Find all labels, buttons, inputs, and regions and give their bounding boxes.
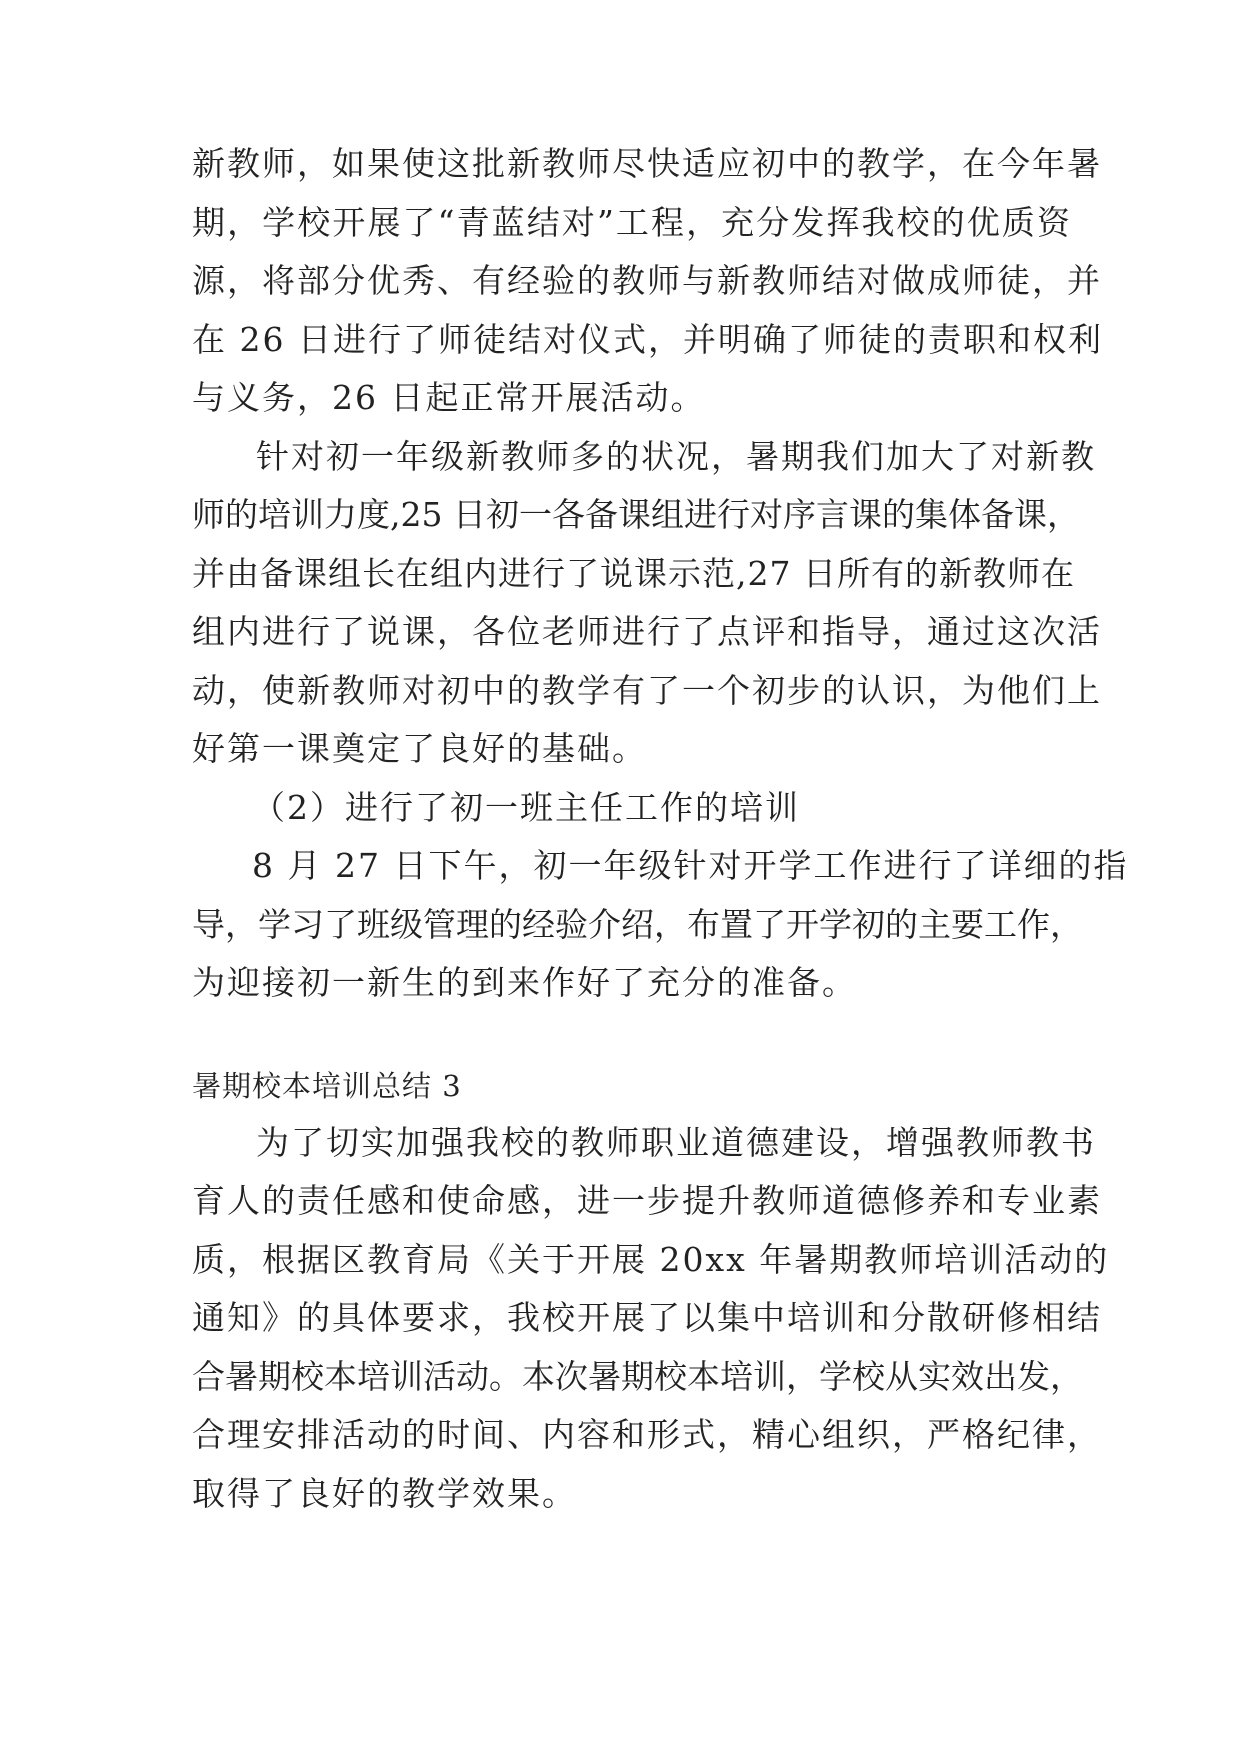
paragraph-line: 取得了良好的教学效果。 bbox=[192, 1474, 577, 1513]
paragraph-line: 好第一课奠定了良好的基础。 bbox=[192, 729, 647, 768]
paragraph-line: 合理安排活动的时间、内容和形式，精心组织，严格纪律， bbox=[192, 1415, 1102, 1454]
paragraph-line: 8 月 27 日下午，初一年级针对开学工作进行了详细的指 bbox=[252, 846, 1129, 885]
paragraph-line: 并由备课组长在组内进行了说课示范,27 日所有的新教师在 bbox=[192, 554, 1075, 593]
paragraph-line: 在 26 日进行了师徒结对仪式，并明确了师徒的责职和权利 bbox=[192, 320, 1103, 359]
paragraph-line: 师的培训力度,25 日初一各备课组进行对序言课的集体备课， bbox=[192, 495, 1080, 534]
paragraph-line: 针对初一年级新教师多的状况，暑期我们加大了对新教 bbox=[256, 437, 1096, 476]
paragraph-line: 质，根据区教育局《关于开展 20xx 年暑期教师培训活动的 bbox=[192, 1240, 1110, 1279]
paragraph-line: 为了切实加强我校的教师职业道德建设，增强教师教书 bbox=[256, 1123, 1096, 1162]
paragraph-line: 育人的责任感和使命感，进一步提升教师道德修养和专业素 bbox=[192, 1181, 1102, 1220]
paragraph-line: 源，将部分优秀、有经验的教师与新教师结对做成师徒，并 bbox=[192, 261, 1102, 300]
paragraph-line: 合暑期校本培训活动。本次暑期校本培训，学校从实效出发， bbox=[192, 1357, 1083, 1396]
section-heading: 暑期校本培训总结 3 bbox=[192, 1069, 462, 1103]
paragraph-line: 新教师，如果使这批新教师尽快适应初中的教学，在今年暑 bbox=[192, 144, 1102, 183]
section-subheading: （2）进行了初一班主任工作的培训 bbox=[252, 788, 800, 827]
paragraph-line: 动，使新教师对初中的教学有了一个初步的认识，为他们上 bbox=[192, 671, 1102, 710]
paragraph-line: 与义务，26 日起正常开展活动。 bbox=[192, 378, 706, 417]
paragraph-line: 通知》的具体要求，我校开展了以集中培训和分散研修相结 bbox=[192, 1298, 1102, 1337]
paragraph-line: 期，学校开展了“青蓝结对”工程，充分发挥我校的优质资 bbox=[192, 203, 1072, 242]
paragraph-line: 组内进行了说课，各位老师进行了点评和指导，通过这次活 bbox=[192, 612, 1102, 651]
paragraph-line: 为迎接初一新生的到来作好了充分的准备。 bbox=[192, 963, 857, 1002]
paragraph-line: 导，学习了班级管理的经验介绍，布置了开学初的主要工作， bbox=[192, 905, 1083, 944]
